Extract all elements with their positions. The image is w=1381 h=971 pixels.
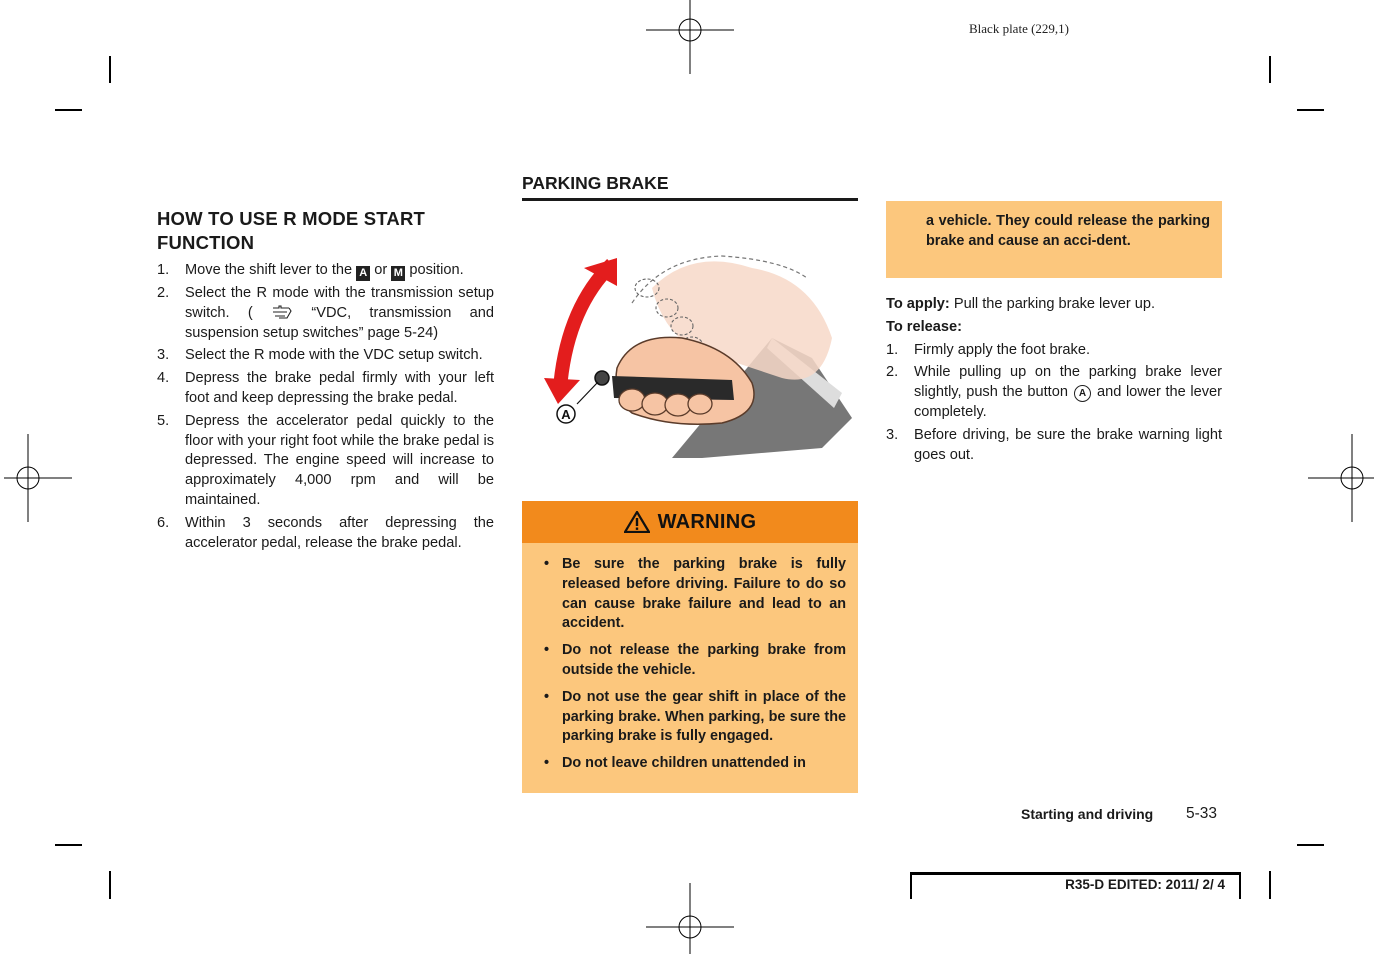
warning-list <box>522 543 858 774</box>
warning-continued-text: a vehicle. They could release the parking brake and cause an acci-dent. <box>926 213 1210 249</box>
warning-header <box>522 501 858 543</box>
crop-mark <box>1269 56 1271 83</box>
registration-mark <box>1308 434 1381 522</box>
gear-m-badge: M <box>391 266 405 281</box>
warning-item: • Do not release the parking brake from outside the vehicle. <box>534 641 846 681</box>
crop-mark <box>55 109 82 111</box>
warning-box <box>522 501 858 793</box>
parking-brake-instructions <box>886 295 1222 468</box>
crop-mark <box>109 56 111 83</box>
warning-item: • Do not use the gear shift in place of the parking brake. When parking, be sure the parking brake is fully engaged. <box>534 688 846 747</box>
gear-a-badge: A <box>356 266 370 281</box>
list-item: 2. Select the R mode with the transmission setup switch. ( “VDC, transmission and suspension setup switches” page 5-24) <box>157 285 494 341</box>
crop-mark <box>109 871 111 899</box>
registration-mark <box>646 0 734 74</box>
list-item: 5. Depress the accelerator pedal quickly to the floor with your right foot while the brake pedal is depressed. The engine speed will increase to approximately 4,000 rpm and will be maintained. <box>157 412 494 508</box>
list-item: 4. Depress the brake pedal firmly with your left foot and keep depressing the brake pedal. <box>157 370 494 406</box>
page-reference-icon <box>271 305 293 319</box>
registration-mark <box>0 434 72 522</box>
section-title: HOW TO USE R MODE START FUNCTION <box>157 208 426 253</box>
crop-mark <box>1297 109 1324 111</box>
parking-brake-illustration <box>522 208 858 458</box>
list-item: 6. Within 3 seconds after depressing the accelerator pedal, release the brake pedal. <box>157 514 494 551</box>
page-reference[interactable]: “VDC, transmission and suspension setup switches” page 5-24) <box>185 304 494 341</box>
warning-item: • Do not leave children unattended in <box>534 754 846 774</box>
list-item: 1. Move the shift lever to the A or M position. <box>157 262 464 279</box>
crop-mark <box>55 844 82 846</box>
edited-stamp: R35-D EDITED: 2011/ 2/ 4 <box>910 872 1241 899</box>
parking-brake-heading-block <box>522 172 858 201</box>
crop-mark <box>1297 844 1324 846</box>
plate-label: Black plate (229,1) <box>969 21 1069 36</box>
footer-section-name: Starting and driving <box>1021 806 1154 822</box>
r-mode-steps <box>157 261 494 553</box>
list-item: 3. Select the R mode with the VDC setup switch. <box>157 347 483 364</box>
section-title: PARKING BRAKE <box>522 172 858 201</box>
registration-mark <box>646 883 734 971</box>
warning-title: WARNING <box>657 510 757 533</box>
warning-item: • Be sure the parking brake is fully released before driving. Failure to do so can cause brake failure and lead to an accident. <box>534 555 846 634</box>
list-item: 2. While pulling up on the parking brake lever slightly, push the button A and lower the lever completely. <box>886 364 1222 420</box>
list-item: 3. Before driving, be sure the brake warning light goes out. <box>886 426 1222 463</box>
apply-instruction: To apply: Pull the parking brake lever up. <box>886 296 1156 312</box>
page-number: 5-33 <box>1186 805 1218 822</box>
warning-continued-box <box>886 201 1222 278</box>
list-item: 1. Firmly apply the foot brake. <box>886 341 1091 358</box>
illustration-callout-a: A <box>561 407 571 422</box>
warning-triangle-icon <box>624 511 650 533</box>
r-mode-section <box>157 207 494 556</box>
release-heading: To release: <box>886 318 962 335</box>
release-steps <box>886 341 1222 466</box>
button-a-badge: A <box>1074 385 1091 402</box>
crop-mark <box>1269 871 1271 899</box>
